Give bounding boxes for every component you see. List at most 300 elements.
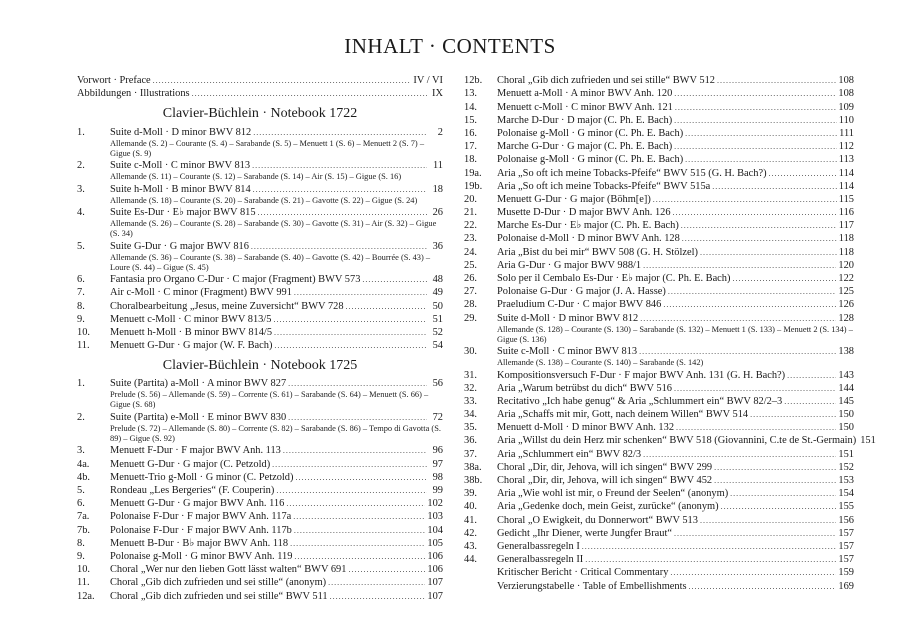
entry-number: 36. xyxy=(464,435,477,447)
leader-dots xyxy=(153,75,412,87)
entry-page: IX xyxy=(432,88,443,100)
leader-dots xyxy=(732,273,836,285)
leader-dots xyxy=(640,313,836,325)
entry-page: 126 xyxy=(838,299,854,311)
entry-page: 107 xyxy=(427,590,443,602)
entry-page: 72 xyxy=(432,411,443,423)
toc-entry xyxy=(77,87,443,100)
entry-title: Fantasia pro Organo C-Dur · C major (Fragment) BWV 573 xyxy=(110,274,361,286)
entry-title: Generalbassregeln I xyxy=(497,540,580,552)
leader-dots xyxy=(714,475,836,487)
entry-number: 15. xyxy=(464,114,477,126)
entry-number: 7a. xyxy=(77,511,90,523)
entry-title: Suite (Partita) e-Moll · E minor BWV 830 xyxy=(110,411,287,423)
entry-page: 144 xyxy=(838,382,854,394)
entry-movements: Allemande (S. 128) – Courante (S. 130) – Sarabande (S. 132) – Menuett 1 (S. 133) – Menuett 2 (S. 134) – Gigue (S. 136) xyxy=(497,324,853,344)
entry-number: 6. xyxy=(77,498,85,510)
entry-title: Aria „Bist du bei mir“ BWV 508 (G. H. Stölzel) xyxy=(497,246,698,258)
entry-page: 153 xyxy=(838,475,854,487)
entry-number: 30. xyxy=(464,346,477,358)
leader-dots xyxy=(685,128,837,140)
entry-number: 9. xyxy=(77,313,85,325)
entry-number: 4a. xyxy=(77,458,90,470)
entry-number: 32. xyxy=(464,382,477,394)
toc-entry xyxy=(77,411,443,424)
entry-title: Polonaise g-Moll · G minor (C. Ph. E. Bach) xyxy=(497,154,684,166)
leader-dots xyxy=(251,241,427,253)
toc-entry xyxy=(464,553,854,566)
entry-title: Marche D-Dur · D major (C. Ph. E. Bach) xyxy=(497,114,673,126)
entry-title: Menuett c-Moll · C minor BWV Anh. 121 xyxy=(497,101,673,113)
entry-number: 25. xyxy=(464,259,477,271)
entry-number: 4. xyxy=(77,206,85,218)
toc-entry xyxy=(77,444,443,457)
entry-movements: Allemande (S. 138) – Courante (S. 140) – Sarabande (S. 142) xyxy=(497,358,704,368)
leader-dots xyxy=(585,554,836,566)
entry-page: 122 xyxy=(838,273,854,284)
entry-number: 18. xyxy=(464,154,477,166)
leader-dots xyxy=(294,525,426,537)
entry-movements: Allemande (S. 11) – Courante (S. 12) – Sarabande (S. 14) – Air (S. 15) – Gigue (S. 16) xyxy=(110,172,402,182)
entry-title: Aria „So oft ich meine Tobacks-Pfeife“ BWV 515 (G. H. Bach?) xyxy=(497,167,767,179)
entry-number: 38a. xyxy=(464,461,482,473)
toc-entry xyxy=(464,345,854,358)
leader-dots xyxy=(674,88,836,100)
entry-title: Praeludium C-Dur · C major BWV 846 xyxy=(497,299,662,311)
entry-title: Menuett F-Dur · F major BWV Anh. 113 xyxy=(110,445,281,457)
leader-dots xyxy=(253,127,427,139)
toc-entry xyxy=(464,408,854,421)
leader-dots xyxy=(668,286,837,298)
leader-dots xyxy=(274,327,427,339)
toc-entry xyxy=(77,537,443,550)
entry-movements: Allemande (S. 36) – Courante (S. 38) – Sarabande (S. 40) – Gavotte (S. 42) – Bourrée (S. 43) – Loure (S. 44) – Gigue (S. 45) xyxy=(110,252,431,272)
entry-title: Choral „O Ewigkeit, du Donnerwort“ BWV 513 xyxy=(497,514,698,526)
entry-title: Polonaise F-Dur · F major BWV Anh. 117a xyxy=(110,511,292,523)
entry-movements: Allemande (S. 18) – Courante (S. 20) – Sarabande (S. 21) – Gavotte (S. 22) – Gigue (S. 24) xyxy=(110,195,418,205)
leader-dots xyxy=(674,141,837,153)
entry-page: 11 xyxy=(432,160,443,172)
entry-page: 143 xyxy=(838,369,854,381)
toc-entry xyxy=(464,100,854,113)
entry-page: IV / VI xyxy=(413,75,443,87)
entry-number: 33. xyxy=(464,395,477,407)
entry-page: 157 xyxy=(838,540,854,552)
entry-title: Gedicht „Ihr Diener, werte Jungfer Braut“ xyxy=(497,527,672,539)
leader-dots xyxy=(346,301,427,313)
toc-entry xyxy=(464,166,854,179)
leader-dots xyxy=(294,287,427,299)
leader-dots xyxy=(252,160,427,172)
entry-number: 20. xyxy=(464,193,477,205)
entry-page: 115 xyxy=(838,193,854,205)
entry-number: 40. xyxy=(464,501,477,513)
entry-title: Choral „Dir, dir, Jehova, will ich singen“ BWV 299 xyxy=(497,461,713,473)
leader-dots xyxy=(288,378,427,390)
toc-entry xyxy=(464,474,854,487)
entry-number: 12a. xyxy=(77,590,95,602)
entry-title: Kritischer Bericht · Critical Commentary xyxy=(497,567,669,579)
entry-title: Suite d-Moll · D minor BWV 812 xyxy=(497,312,639,324)
toc-entry xyxy=(77,339,443,352)
entry-title: Aria „Gedenke doch, mein Geist, zurücke“ (anonym) xyxy=(497,501,719,513)
toc-entry xyxy=(464,272,854,285)
entry-title: Marche Es-Dur · E♭ major (C. Ph. E. Bach) xyxy=(497,220,679,232)
leader-dots xyxy=(639,346,836,358)
entry-title: Choral „Gib dich zufrieden und sei stille“ BWV 511 xyxy=(110,590,328,602)
entry-movements: Allemande (S. 2) – Courante (S. 4) – Sarabande (S. 5) – Menuett 1 (S. 6) – Menuett 2 (S. 7) – Gigue (S. 9) xyxy=(110,138,425,158)
leader-dots xyxy=(653,194,837,206)
entry-number: 35. xyxy=(464,422,477,434)
entry-number: 5. xyxy=(77,485,85,496)
leader-dots xyxy=(294,551,425,563)
toc-entry xyxy=(464,566,854,579)
leader-dots xyxy=(276,485,427,497)
entry-page: 138 xyxy=(838,346,854,358)
toc-entry xyxy=(464,500,854,513)
entry-title: Musette D-Dur · D major BWV Anh. 126 xyxy=(497,207,671,219)
entry-page: 50 xyxy=(432,300,443,312)
entry-number: 19b. xyxy=(464,180,483,192)
toc-entry xyxy=(464,527,854,540)
entry-title: Choral „Dir, dir, Jehova, will ich singen“ BWV 452 xyxy=(497,475,713,487)
entry-page: 26 xyxy=(432,206,443,218)
entry-page: 156 xyxy=(838,514,854,526)
leader-dots xyxy=(643,449,836,461)
entry-movements: Prelude (S. 72) – Allemande (S. 80) – Corrente (S. 82) – Sarabande (S. 86) – Tempo di Gavotta (S. 89) – Gigue (S. 92) xyxy=(110,423,441,444)
entry-page: 105 xyxy=(427,537,443,549)
entry-title: Marche G-Dur · G major (C. Ph. E. Bach) xyxy=(497,141,673,153)
entry-number: 17. xyxy=(464,141,477,153)
entry-title: Menuett d-Moll · D minor BWV Anh. 132 xyxy=(497,422,675,434)
entry-number: 16. xyxy=(464,127,477,139)
entry-page: 52 xyxy=(432,326,443,338)
entry-title: Aria „Wie wohl ist mir, o Freund der Seelen“ (anonym) xyxy=(497,488,729,500)
leader-dots xyxy=(643,260,836,272)
toc-entry xyxy=(77,510,443,523)
entry-number: 37. xyxy=(464,448,477,460)
toc-entry xyxy=(464,447,854,460)
toc-entry xyxy=(77,550,443,563)
entry-title: Aria „Schaffs mit mir, Gott, nach deinem Willen“ BWV 514 xyxy=(497,409,749,421)
leader-dots xyxy=(273,314,427,326)
entry-number: 24. xyxy=(464,246,477,258)
leader-dots xyxy=(717,75,836,87)
toc-entry xyxy=(464,298,854,311)
entry-number: 8. xyxy=(77,537,85,549)
contents-right-column xyxy=(464,74,876,593)
section-heading: Clavier-Büchlein · Notebook 1722 xyxy=(162,106,358,122)
entry-page: 112 xyxy=(838,141,854,153)
leader-dots xyxy=(330,591,426,603)
toc-entry xyxy=(464,434,876,447)
entry-title: Suite (Partita) a-Moll · A minor BWV 827 xyxy=(110,378,287,390)
toc-entry xyxy=(77,563,443,576)
entry-page: 99 xyxy=(432,485,443,496)
entry-number: 26. xyxy=(464,273,477,284)
page-title: INHALT · CONTENTS xyxy=(344,34,556,58)
entry-number: 5. xyxy=(77,240,85,252)
entry-number: 10. xyxy=(77,326,90,338)
toc-entry xyxy=(77,484,443,497)
entry-page: 108 xyxy=(838,75,854,87)
leader-dots xyxy=(784,396,836,408)
entry-number: 13. xyxy=(464,88,477,100)
entry-title: Menuett a-Moll · A minor BWV Anh. 120 xyxy=(497,88,673,100)
entry-page: 116 xyxy=(838,207,854,219)
leader-dots xyxy=(663,299,836,311)
leader-dots xyxy=(750,409,836,421)
leader-dots xyxy=(362,274,427,286)
entry-title: Recitativo „Ich habe genug“ & Aria „Schlummert ein“ BWV 82/2–3 xyxy=(497,395,783,407)
toc-entry xyxy=(77,576,443,589)
toc-entry xyxy=(464,127,854,140)
entry-page: 151 xyxy=(838,448,854,460)
toc-entry xyxy=(464,114,854,127)
toc-entry xyxy=(464,513,854,526)
leader-dots xyxy=(769,168,837,180)
entry-page: 157 xyxy=(838,554,854,566)
toc-entry xyxy=(464,180,854,193)
leader-dots xyxy=(721,501,837,513)
toc-entry xyxy=(464,382,854,395)
entry-page: 104 xyxy=(427,524,443,536)
entry-title: Generalbassregeln II xyxy=(497,554,584,566)
entry-page: 157 xyxy=(838,527,854,539)
entry-number: 21. xyxy=(464,207,477,219)
leader-dots xyxy=(295,472,427,484)
entry-number: 28. xyxy=(464,299,477,311)
toc-entry xyxy=(77,286,443,299)
entry-number: 14. xyxy=(464,101,477,113)
toc-entry xyxy=(464,285,854,298)
toc-entry xyxy=(77,239,443,252)
entry-number: 11. xyxy=(77,577,90,589)
leader-dots xyxy=(670,567,836,579)
entry-title: Aria „Willst du dein Herz mir schenken“ BWV 518 (Giovannini, C.te de St.-Germain) xyxy=(497,435,857,447)
toc-entry xyxy=(464,579,854,592)
toc-entry xyxy=(77,299,443,312)
entry-title: Menuett G-Dur · G major (C. Petzold) xyxy=(110,458,271,470)
toc-entry xyxy=(464,368,854,381)
toc-entry xyxy=(464,311,854,324)
leader-dots xyxy=(714,462,836,474)
entry-title: Menuett G-Dur · G major (Böhm[e]) xyxy=(497,193,651,205)
entry-page: 125 xyxy=(838,286,854,298)
entry-page: 169 xyxy=(838,580,854,592)
entry-page: 154 xyxy=(838,488,854,500)
toc-entry xyxy=(77,471,443,484)
entry-page: 54 xyxy=(432,340,443,352)
entry-number: 44. xyxy=(464,554,477,566)
leader-dots xyxy=(192,88,427,100)
toc-entry xyxy=(464,461,854,474)
entry-title: Menuett-Trio g-Moll · G minor (C. Petzold) xyxy=(110,471,294,483)
leader-dots xyxy=(290,538,425,550)
leader-dots xyxy=(712,181,837,193)
entry-page: 97 xyxy=(432,458,443,470)
entry-number: 23. xyxy=(464,233,477,245)
entry-page: 102 xyxy=(427,498,443,510)
entry-page: 98 xyxy=(432,471,443,483)
leader-dots xyxy=(274,340,427,352)
entry-page: 150 xyxy=(838,409,854,421)
entry-title: Suite G-Dur · G major BWV 816 xyxy=(110,240,249,252)
entry-page: 150 xyxy=(838,422,854,434)
leader-dots xyxy=(293,511,425,523)
toc-entry xyxy=(77,74,443,87)
entry-page: 155 xyxy=(838,501,854,513)
toc-entry xyxy=(77,206,443,219)
leader-dots xyxy=(286,498,425,510)
entry-number: 39. xyxy=(464,488,477,500)
entry-number: 1. xyxy=(77,378,85,390)
leader-dots xyxy=(582,541,837,553)
toc-entry xyxy=(464,540,854,553)
entry-title: Choral „Wer nur den lieben Gott lässt walten“ BWV 691 xyxy=(110,564,347,576)
entry-number: 41. xyxy=(464,514,477,526)
entry-number: 3. xyxy=(77,183,85,195)
entry-title: Polonaise g-Moll · G minor (C. Ph. E. Bach) xyxy=(497,127,684,139)
leader-dots xyxy=(676,422,836,434)
toc-entry xyxy=(77,326,443,339)
entry-number: 27. xyxy=(464,286,477,298)
leader-dots xyxy=(253,184,427,196)
toc-entry xyxy=(464,219,854,232)
entry-page: 145 xyxy=(838,395,854,407)
entry-page: 151 xyxy=(860,435,876,447)
leader-dots xyxy=(700,247,837,259)
entry-number: 7b. xyxy=(77,524,90,536)
entry-page: 114 xyxy=(838,167,854,179)
entry-title: Menuett G-Dur · G major (W. F. Bach) xyxy=(110,340,273,352)
leader-dots xyxy=(258,207,427,219)
entry-page: 106 xyxy=(427,550,443,562)
entry-title: Choral „Gib dich zufrieden und sei stille“ BWV 512 xyxy=(497,75,715,87)
entry-number: 38b. xyxy=(464,475,483,487)
leader-dots xyxy=(288,412,427,424)
toc-entry xyxy=(464,259,854,272)
entry-page: 152 xyxy=(838,461,854,473)
entry-number: 2. xyxy=(77,411,85,423)
entry-page: 18 xyxy=(432,183,443,195)
toc-entry xyxy=(464,193,854,206)
toc-entry xyxy=(77,377,443,390)
entry-page: 111 xyxy=(839,127,854,139)
entry-page: 2 xyxy=(437,126,443,138)
toc-entry xyxy=(77,457,443,470)
leader-dots xyxy=(681,220,837,232)
entry-page: 49 xyxy=(432,287,443,299)
entry-number: 31. xyxy=(464,369,477,381)
toc-entry xyxy=(464,395,854,408)
leader-dots xyxy=(700,515,836,527)
toc-entry xyxy=(77,182,443,195)
entry-number: 1. xyxy=(77,126,85,138)
toc-entry xyxy=(464,140,854,153)
entry-number: 4b. xyxy=(77,471,90,483)
entry-title: Aria „So oft ich meine Tobacks-Pfeife“ BWV 515a xyxy=(497,180,711,192)
entry-page: 120 xyxy=(838,259,854,271)
toc-entry xyxy=(77,273,443,286)
entry-number: 42. xyxy=(464,527,477,539)
leader-dots xyxy=(674,383,836,395)
entry-number: 43. xyxy=(464,540,477,552)
entry-number: 8. xyxy=(77,300,85,312)
toc-entry xyxy=(464,206,854,219)
entry-page: 107 xyxy=(427,577,443,589)
entry-number: 29. xyxy=(464,312,477,324)
toc-entry xyxy=(77,497,443,510)
leader-dots xyxy=(787,370,836,382)
leader-dots xyxy=(685,154,837,166)
entry-number: 7. xyxy=(77,287,85,299)
entry-number: 6. xyxy=(77,274,85,286)
entry-title: Suite h-Moll · B minor BWV 814 xyxy=(110,183,251,195)
entry-page: 118 xyxy=(838,246,854,258)
leader-dots xyxy=(674,528,836,540)
entry-title: Vorwort · Preface xyxy=(77,75,151,87)
leader-dots xyxy=(348,564,425,576)
leader-dots xyxy=(674,115,837,127)
entry-page: 96 xyxy=(432,445,443,457)
entry-page: 108 xyxy=(838,88,854,100)
entry-page: 48 xyxy=(432,274,443,286)
entry-title: Polonaise d-Moll · D minor BWV Anh. 128 xyxy=(497,233,680,245)
toc-entry xyxy=(77,125,443,138)
entry-title: Air c-Moll · C minor (Fragment) BWV 991 xyxy=(110,287,292,299)
toc-entry xyxy=(464,245,854,258)
entry-title: Choral „Gib dich zufrieden und sei stille“ (anonym) xyxy=(110,577,327,589)
toc-entry xyxy=(464,153,854,166)
leader-dots xyxy=(272,459,427,471)
leader-dots xyxy=(682,233,837,245)
entry-page: 103 xyxy=(427,511,443,523)
leader-dots xyxy=(675,102,837,114)
entry-title: Solo per il Cembalo Es-Dur · E♭ major (C. Ph. E. Bach) xyxy=(497,273,731,284)
entry-number: 34. xyxy=(464,409,477,421)
toc-entry xyxy=(77,313,443,326)
entry-title: Polonaise F-Dur · F major BWV Anh. 117b xyxy=(110,524,292,536)
entry-title: Verzierungstabelle · Table of Embellishments xyxy=(497,580,687,592)
entry-page: 36 xyxy=(432,240,443,252)
entry-page: 118 xyxy=(838,233,854,245)
entry-title: Suite c-Moll · C minor BWV 813 xyxy=(110,160,251,172)
entry-title: Polonaise G-Dur · G major (J. A. Hasse) xyxy=(497,286,666,298)
entry-number: 11. xyxy=(77,340,90,352)
entry-page: 56 xyxy=(432,378,443,390)
toc-entry xyxy=(464,421,854,434)
entry-title: Abbildungen · Illustrations xyxy=(77,88,190,100)
entry-number: 22. xyxy=(464,220,477,232)
entry-page: 114 xyxy=(838,180,854,192)
leader-dots xyxy=(673,207,837,219)
toc-entry xyxy=(77,159,443,172)
entry-title: Aria „Warum betrübst du dich“ BWV 516 xyxy=(497,382,672,394)
entry-title: Suite c-Moll · C minor BWV 813 xyxy=(497,346,638,358)
entry-page: 106 xyxy=(427,564,443,576)
leader-dots xyxy=(689,581,837,593)
entry-page: 110 xyxy=(838,114,854,126)
toc-entry xyxy=(77,523,443,536)
entry-number: 10. xyxy=(77,564,90,576)
entry-number: 19a. xyxy=(464,167,482,179)
toc-entry xyxy=(464,87,854,100)
entry-title: Rondeau „Les Bergeries“ (F. Couperin) xyxy=(110,485,275,496)
toc-entry xyxy=(464,487,854,500)
entry-title: Menuett h-Moll · B minor BWV 814/5 xyxy=(110,326,273,338)
entry-page: 128 xyxy=(838,312,854,324)
